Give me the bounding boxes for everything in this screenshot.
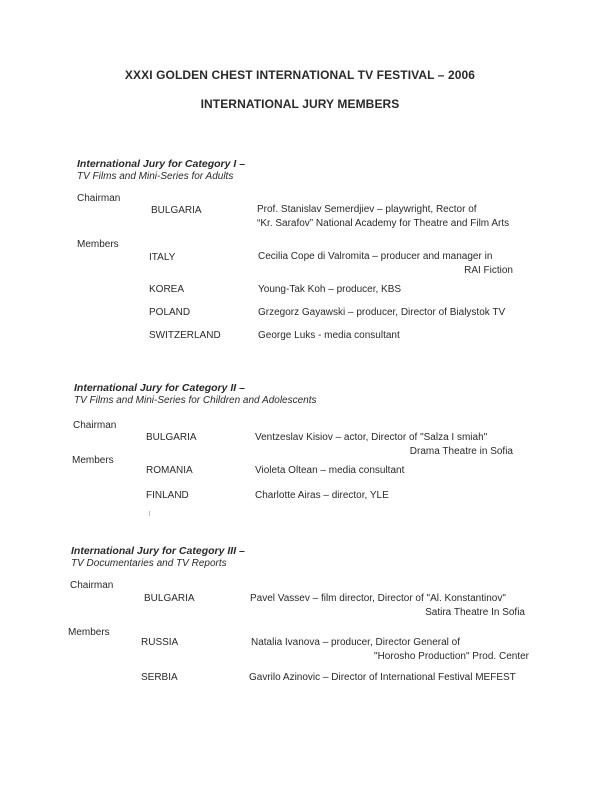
country: SWITZERLAND xyxy=(149,330,221,341)
chairman-label: Chairman xyxy=(77,193,121,204)
members-label: Members xyxy=(72,455,114,466)
members-label: Members xyxy=(77,239,119,250)
festival-title: XXXI GOLDEN CHEST INTERNATIONAL TV FESTIVAL – 2006 xyxy=(124,68,476,82)
country: SERBIA xyxy=(141,672,178,683)
jury-member-entry: Grzegorz Gayawski – producer, Director of Bialystok TV xyxy=(258,307,506,318)
country: KOREA xyxy=(149,284,185,295)
jury-member-entry: Natalia Ivanova – producer, Director General of "Horosho Production" Prod. Center xyxy=(251,637,529,662)
category-3-subtitle: TV Documentaries and TV Reports xyxy=(71,558,227,569)
country: FINLAND xyxy=(146,490,189,501)
category-1-subtitle: TV Films and Mini-Series for Adults xyxy=(77,171,234,182)
category-2-title: International Jury for Category II – xyxy=(74,382,245,394)
jury-member-entry: Ventzeslav Kisiov – actor, Director of "Salza I smiah" Drama Theatre in Sofia xyxy=(255,432,513,457)
country: ROMANIA xyxy=(146,465,193,476)
country: RUSSIA xyxy=(141,637,179,648)
category-3-title: International Jury for Category III – xyxy=(71,545,245,557)
jury-member-entry: Cecilia Cope di Valromita – producer and manager in RAI Fiction xyxy=(258,251,513,276)
jury-member-entry: Prof. Stanislav Semerdjiev – playwright, Rector of “Kr. Sarafov” National Academy for Theatre and Film Arts xyxy=(257,204,510,229)
scan-speck xyxy=(149,511,150,516)
page-subtitle: INTERNATIONAL JURY MEMBERS xyxy=(200,97,400,111)
members-label: Members xyxy=(68,627,110,638)
jury-member-entry: Charlotte Airas – director, YLE xyxy=(255,490,389,501)
chairman-label: Chairman xyxy=(70,580,114,591)
country: BULGARIA xyxy=(144,593,195,604)
category-1-title: International Jury for Category I – xyxy=(77,158,246,170)
country: POLAND xyxy=(149,307,191,318)
jury-member-entry: Young-Tak Koh – producer, KBS xyxy=(258,284,402,295)
country: BULGARIA xyxy=(146,432,197,443)
jury-member-entry: George Luks - media consultant xyxy=(258,330,400,341)
country: ITALY xyxy=(149,252,176,263)
jury-member-entry: Gavrilo Azinovic – Director of International Festival MEFEST xyxy=(249,672,516,683)
category-2-subtitle: TV Films and Mini-Series for Children and Adolescents xyxy=(74,395,317,406)
jury-member-entry: Violeta Oltean – media consultant xyxy=(255,465,405,476)
country: BULGARIA xyxy=(151,205,202,216)
chairman-label: Chairman xyxy=(73,420,117,431)
jury-member-entry: Pavel Vassev – film director, Director of "Al. Konstantinov" Satira Theatre In Sofia xyxy=(250,593,525,618)
